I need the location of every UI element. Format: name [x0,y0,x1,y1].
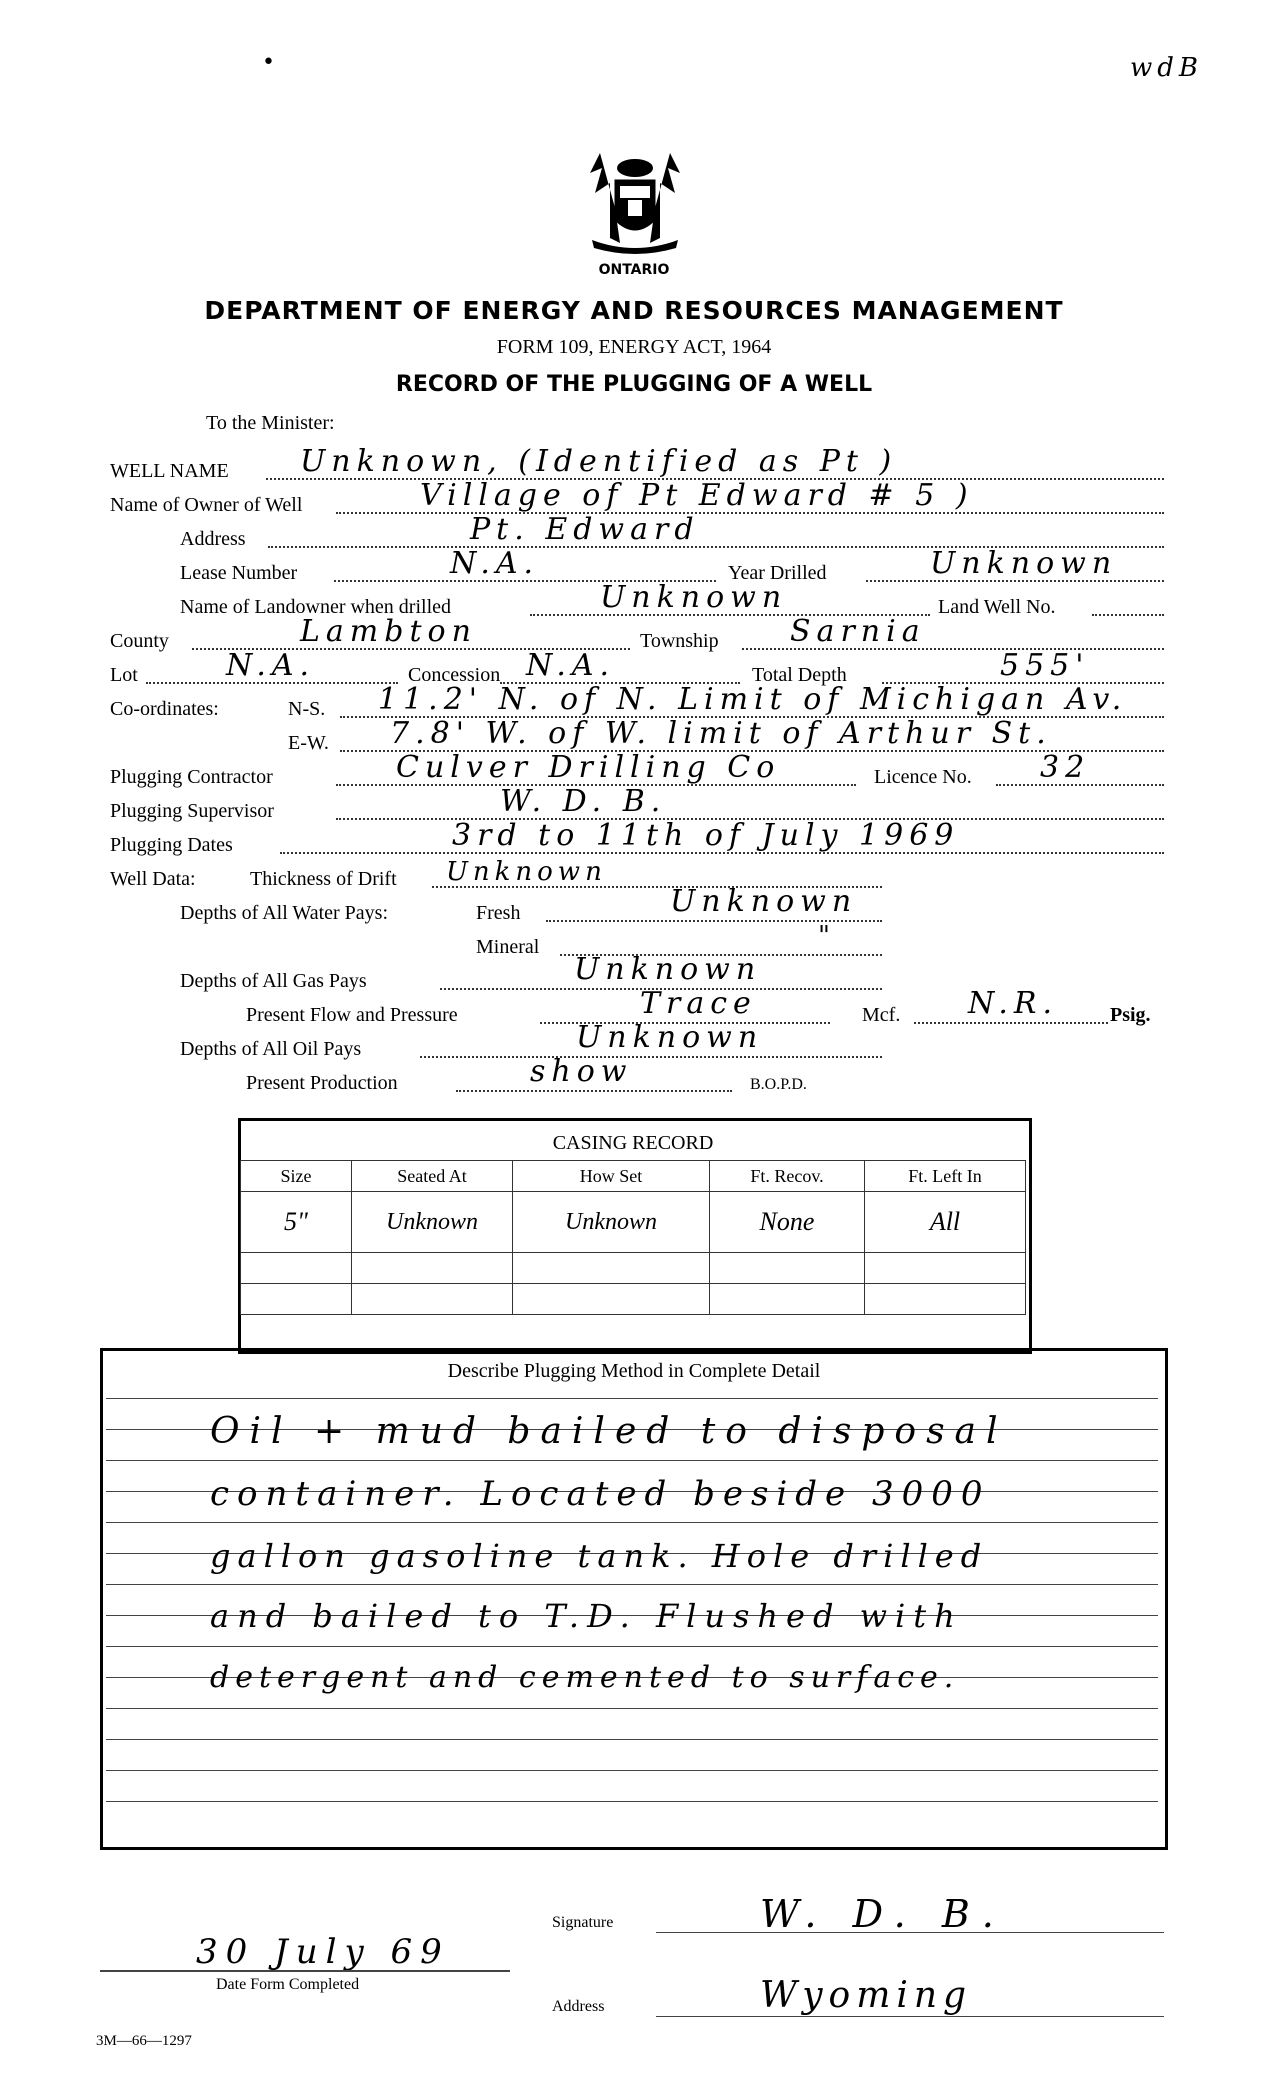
ew-label: E-W. [288,732,329,754]
ontario-crest-icon [580,148,690,256]
ew-value: 7.8' W. of W. limit of Arthur St. [390,718,1052,750]
gas-pays-label: Depths of All Gas Pays [180,970,367,992]
total-depth-label: Total Depth [752,664,847,686]
casing-cell: 5" [241,1192,352,1253]
owner-line [336,512,1164,514]
drift-label: Thickness of Drift [250,868,397,890]
coordinates-label: Co-ordinates: [110,698,219,720]
ruled-line [106,1584,1158,1585]
address-footer-label: Address [552,1998,605,2015]
date-completed-line [100,1970,510,1972]
licence-value: 32 [1040,750,1091,785]
county-label: County [110,630,169,652]
address-label: Address [180,528,246,550]
ns-label: N-S. [288,698,326,720]
flow-label: Present Flow and Pressure [246,1004,458,1026]
concession-label: Concession [408,664,501,686]
owner-label: Name of Owner of Well [110,494,303,516]
ruled-line [106,1522,1158,1523]
land-well-no-label: Land Well No. [938,596,1056,618]
township-value: Sarnia [790,614,926,649]
fresh-value: Unknown [670,884,858,919]
ruled-line [106,1646,1158,1647]
corner-initials: wdB [1130,53,1204,83]
crest-label: ONTARIO [598,262,670,278]
licence-label: Licence No. [874,766,972,788]
method-line: and bailed to T.D. Flushed with [210,1597,963,1635]
mcf-value: N.R. [968,986,1058,1021]
mineral-label: Mineral [476,936,540,958]
lease-label: Lease Number [180,562,298,584]
casing-empty-row [241,1284,1026,1315]
form-reference: FORM 109, ENERGY ACT, 1964 [496,336,772,358]
casing-row [241,1192,1026,1253]
ns-value: 11.2' N. of N. Limit of Michigan Av. [378,684,1128,716]
casing-header-cell: Ft. Left In [865,1161,1026,1192]
form-code: 3M—66—1297 [96,2033,192,2049]
production-value: show [530,1054,633,1089]
method-line: gallon gasoline tank. Hole drilled [210,1537,989,1575]
method-line: Oil + mud bailed to disposal [210,1411,1008,1452]
lot-value: N.A. [226,648,316,683]
mcf-line [914,1022,1108,1024]
record-title: RECORD OF THE PLUGGING OF A WELL [395,372,873,397]
landowner-label: Name of Landowner when drilled [180,596,452,618]
year-drilled-label: Year Drilled [728,562,827,584]
well-data-label: Well Data: [110,868,196,890]
land-well-no-line [1092,614,1164,616]
flow-value: Trace [640,986,757,1021]
ruled-line [106,1801,1158,1802]
address-footer-value: Wyoming [760,1975,973,2016]
landowner-value: Unknown [600,580,788,615]
address-footer-line [656,2016,1164,2017]
total-depth-value: 555' [1000,648,1090,683]
contractor-value: Culver Drilling Co [396,750,781,785]
county-value: Lambton [300,614,477,649]
production-label: Present Production [246,1072,398,1094]
plugging-method-title: Describe Plugging Method in Complete Detail [447,1360,821,1382]
oil-pays-line [420,1056,882,1058]
lot-label: Lot [110,664,138,686]
well-name-label: WELL NAME [110,460,229,482]
contractor-label: Plugging Contractor [110,766,273,788]
method-line: container. Located beside 3000 [210,1474,991,1514]
supervisor-label: Plugging Supervisor [110,800,274,822]
mcf-label: Mcf. [862,1004,901,1026]
casing-header-cell: Ft. Recov. [710,1161,865,1192]
water-pays-label: Depths of All Water Pays: [180,902,388,924]
casing-cell: None [710,1192,865,1253]
casing-empty-row [241,1253,1026,1284]
casing-cell: Unknown [352,1192,513,1253]
fresh-label: Fresh [476,902,521,924]
lease-value: N.A. [450,546,540,581]
supervisor-value: W. D. B. [500,784,667,819]
production-line [456,1090,732,1092]
signature-value: W. D. B. [760,1892,1006,1936]
casing-title: CASING RECORD [241,1126,1026,1161]
ruled-line [106,1708,1158,1709]
address-value: Pt. Edward [470,512,700,547]
department-title: DEPARTMENT OF ENERGY AND RESOURCES MANAGEMENT [204,296,1064,325]
ruled-line [106,1770,1158,1771]
signature-label: Signature [552,1914,614,1931]
drift-value: Unknown [446,857,607,887]
plugging-dates-label: Plugging Dates [110,834,233,856]
casing-cell: All [865,1192,1026,1253]
concession-value: N.A. [526,648,616,683]
casing-header-row [241,1161,1026,1192]
gas-pays-value: Unknown [574,952,762,987]
casing-record-table [240,1126,1026,1315]
ruled-line [106,1460,1158,1461]
year-drilled-value: Unknown [930,546,1118,581]
method-line: detergent and cemented to surface. [210,1660,960,1695]
plugging-dates-value: 3rd to 11th of July 1969 [452,818,960,853]
oil-pays-label: Depths of All Oil Pays [180,1038,362,1060]
ruled-line [106,1739,1158,1740]
bopd-label: B.O.P.D. [750,1076,807,1093]
mineral-value: " [818,921,835,951]
casing-cell: Unknown [513,1192,710,1253]
casing-header-cell: Seated At [352,1161,513,1192]
date-completed-label: Date Form Completed [216,1976,360,1993]
date-completed-value: 30 July 69 [196,1932,450,1972]
casing-header-cell: Size [241,1161,352,1192]
to-minister: To the Minister: [206,412,335,434]
well-name-value: Unknown, (Identified as Pt ) [300,446,898,478]
psig-label: Psig. [1110,1004,1151,1026]
ruled-line [106,1398,1158,1399]
township-label: Township [640,630,719,652]
corner-mark: • [262,50,275,75]
owner-value: Village of Pt Edward # 5 ) [420,480,974,512]
casing-header-cell: How Set [513,1161,710,1192]
oil-pays-value: Unknown [576,1020,764,1055]
